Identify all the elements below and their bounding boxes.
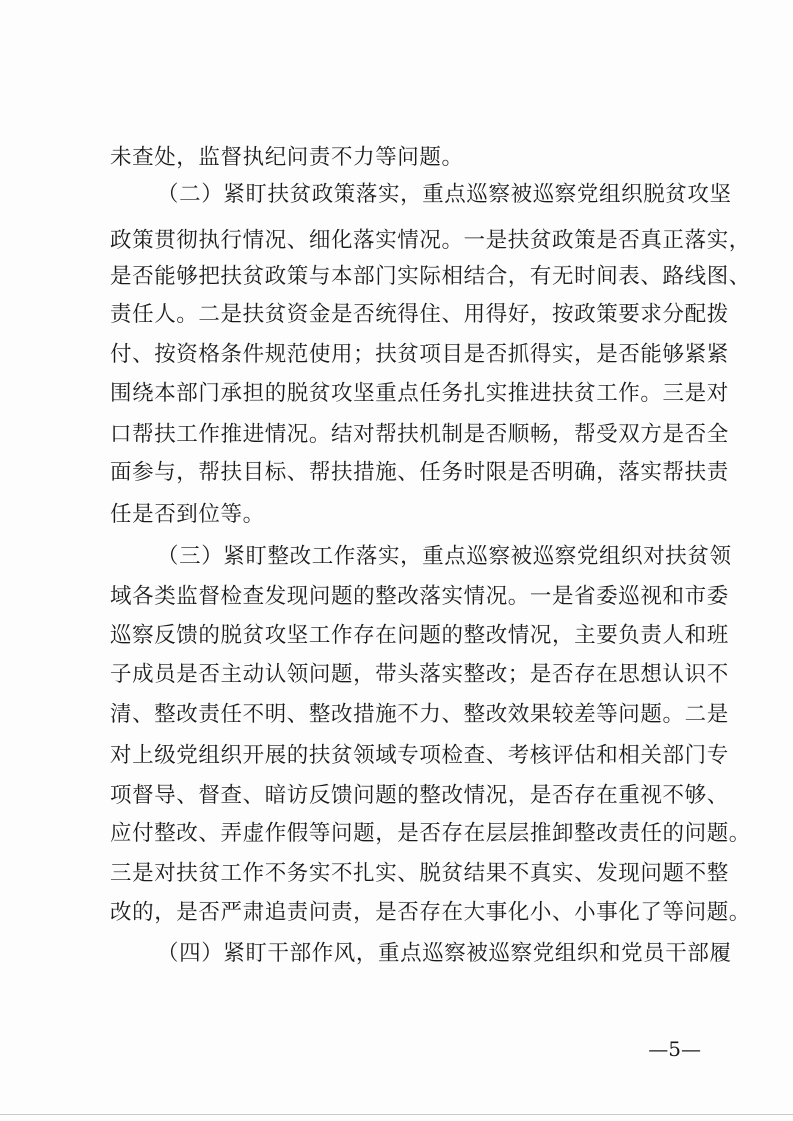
text-line: 项督导、督查、暗访反馈问题的整改情况，是否存在重视不够、 [110, 783, 729, 808]
text-line: 巡察反馈的脱贫攻坚工作存在问题的整改情况，主要负责人和班 [110, 623, 729, 648]
section-heading-line: （三）紧盯整改工作落实，重点巡察被巡察党组织对扶贫领 [157, 544, 732, 569]
text-line: 任是否到位等。 [110, 502, 265, 527]
text-line: 清、整改责任不明、整改措施不力、整改效果较差等问题。二是 [110, 702, 729, 727]
text-line: 改的，是否严肃追责问责，是否存在大事化小、小事化了等问题。 [110, 900, 751, 925]
text-line: 口帮扶工作推进情况。结对帮扶机制是否顺畅，帮受双方是否全 [110, 422, 729, 447]
text-line: 应付整改、弄虚作假等问题，是否存在层层推卸整改责任的问题。 [110, 821, 751, 846]
page-number: —5— [648, 1037, 701, 1061]
text-line: 围绕本部门承担的脱贫攻坚重点任务扎实推进扶贫工作。三是对 [110, 381, 729, 406]
text-line: 政策贯彻执行情况、细化落实情况。一是扶贫政策是否真正落实， [110, 228, 751, 253]
text-line: 付、按资格条件规范使用；扶贫项目是否抓得实，是否能够紧紧 [110, 342, 729, 367]
text-line: 责任人。二是扶贫资金是否统得住、用得好，按政策要求分配拨 [110, 302, 729, 327]
text-line: 未查处，监督执纪问责不力等问题。 [110, 145, 464, 170]
text-line: 面参与，帮扶目标、帮扶措施、任务时限是否明确，落实帮扶责 [110, 460, 729, 485]
section-heading-line: （四）紧盯干部作风，重点巡察被巡察党组织和党员干部履 [157, 941, 732, 966]
text-line: 三是对扶贫工作不务实不扎实、脱贫结果不真实、发现问题不整 [110, 861, 729, 886]
text-line: 子成员是否主动认领问题，带头落实整改；是否存在思想认识不 [110, 662, 729, 687]
section-heading-line: （二）紧盯扶贫政策落实，重点巡察被巡察党组织脱贫攻坚 [157, 182, 732, 207]
page-bottom-edge [0, 1114, 793, 1115]
text-line: 是否能够把扶贫政策与本部门实际相结合，有无时间表、路线图、 [110, 264, 751, 289]
text-line: 域各类监督检查发现问题的整改落实情况。一是省委巡视和市委 [110, 584, 729, 609]
text-line: 对上级党组织开展的扶贫领域专项检查、考核评估和相关部门专 [110, 743, 729, 768]
